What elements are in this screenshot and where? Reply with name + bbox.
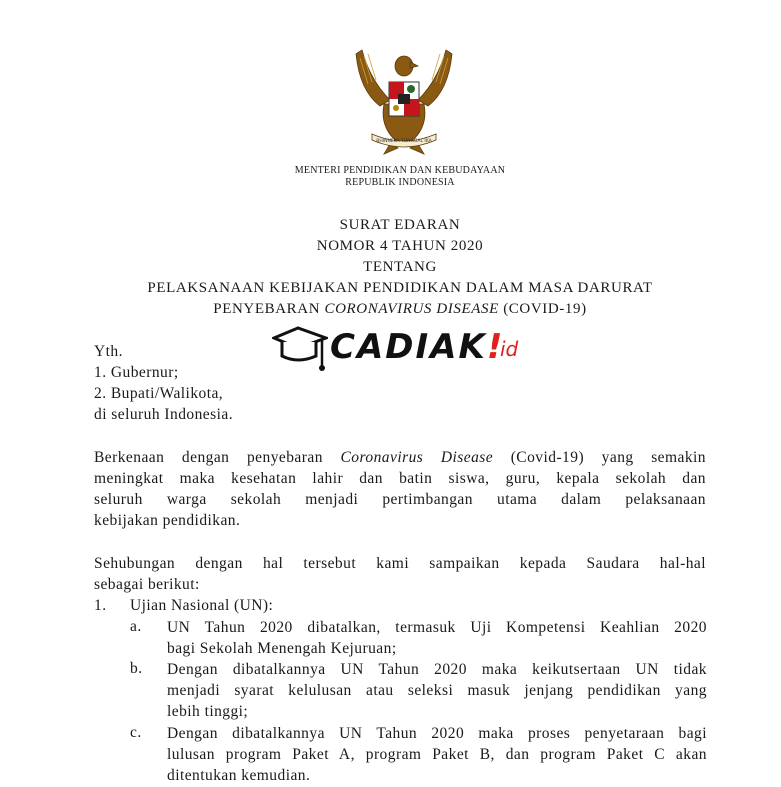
letter-number: NOMOR 4 TAHUN 2020 xyxy=(316,238,484,254)
sub-item-b-line-2: menjadi syarat kelulusan atau seleksi masuk jenjang pendidikan yang xyxy=(167,682,707,699)
sub-item-b-line-1: Dengan dibatalkannya UN Tahun 2020 maka keikutsertaan UN tidak xyxy=(167,661,707,678)
paragraph-2-line-1: Sehubungan dengan hal tersebut kami sampaikan kepada Saudara hal-hal xyxy=(94,555,706,572)
list-item-1-number: 1. xyxy=(94,597,107,614)
paragraph-1-line-2: meningkat maka kesehatan lahir dan batin siswa, guru, kepala sekolah dan xyxy=(94,470,706,487)
addressee-item-2: 2. Bupati/Walikota, xyxy=(94,385,224,402)
sub-item-c-marker: c. xyxy=(130,724,142,741)
sub-item-a-line-2: bagi Sekolah Menengah Kejuruan; xyxy=(167,640,397,657)
letter-subject-line1: PELAKSANAAN KEBIJAKAN PENDIDIKAN DALAM MASA DARURAT xyxy=(147,280,653,296)
graduation-cap-icon xyxy=(272,326,328,372)
paragraph-1-line-3: seluruh warga sekolah menjadi pertimbangan utama dalam pelaksanaan xyxy=(94,491,706,508)
paragraph-1-line-1: Berkenaan dengan penyebaran Coronavirus Disease (Covid-19) yang semakin xyxy=(94,449,707,466)
letter-about: TENTANG xyxy=(363,259,437,275)
sub-item-b-line-3: lebih tinggi; xyxy=(167,703,249,720)
ministry-name: MENTERI PENDIDIKAN DAN KEBUDAYAAN xyxy=(294,165,506,176)
sub-item-c-line-2: lulusan program Paket A, program Paket B, dan program Paket C akan xyxy=(167,746,707,763)
sub-item-c-line-3: ditentukan kemudian. xyxy=(167,767,311,784)
sub-item-a-line-1: UN Tahun 2020 dibatalkan, termasuk Uji Kompetensi Keahlian 2020 xyxy=(167,619,707,636)
letter-type: SURAT EDARAN xyxy=(339,217,461,233)
addressee-yth: Yth. xyxy=(94,343,123,360)
sub-item-c-line-1: Dengan dibatalkannya UN Tahun 2020 maka proses penyetaraan bagi xyxy=(167,725,707,742)
letter-subject-line2: PENYEBARAN CORONAVIRUS DISEASE (COVID-19) xyxy=(213,301,587,317)
garuda-emblem-icon xyxy=(350,44,458,156)
list-item-1-label: Ujian Nasional (UN): xyxy=(130,597,274,614)
watermark-tld: id xyxy=(500,337,519,361)
republic-name: REPUBLIK INDONESIA xyxy=(345,177,455,188)
cadiak-watermark xyxy=(272,326,532,372)
paragraph-1-line-4: kebijakan pendidikan. xyxy=(94,512,241,529)
addressee-location: di seluruh Indonesia. xyxy=(94,406,234,423)
watermark-brand: CADIAK! xyxy=(330,327,505,367)
paragraph-2-line-2: sebagai berikut: xyxy=(94,576,200,593)
sub-item-b-marker: b. xyxy=(130,660,143,677)
sub-item-a-marker: a. xyxy=(130,618,142,635)
emblem-banner-text: BHINNEKA TUNGGAL IKA xyxy=(376,139,432,144)
addressee-item-1: 1. Gubernur; xyxy=(94,364,179,381)
